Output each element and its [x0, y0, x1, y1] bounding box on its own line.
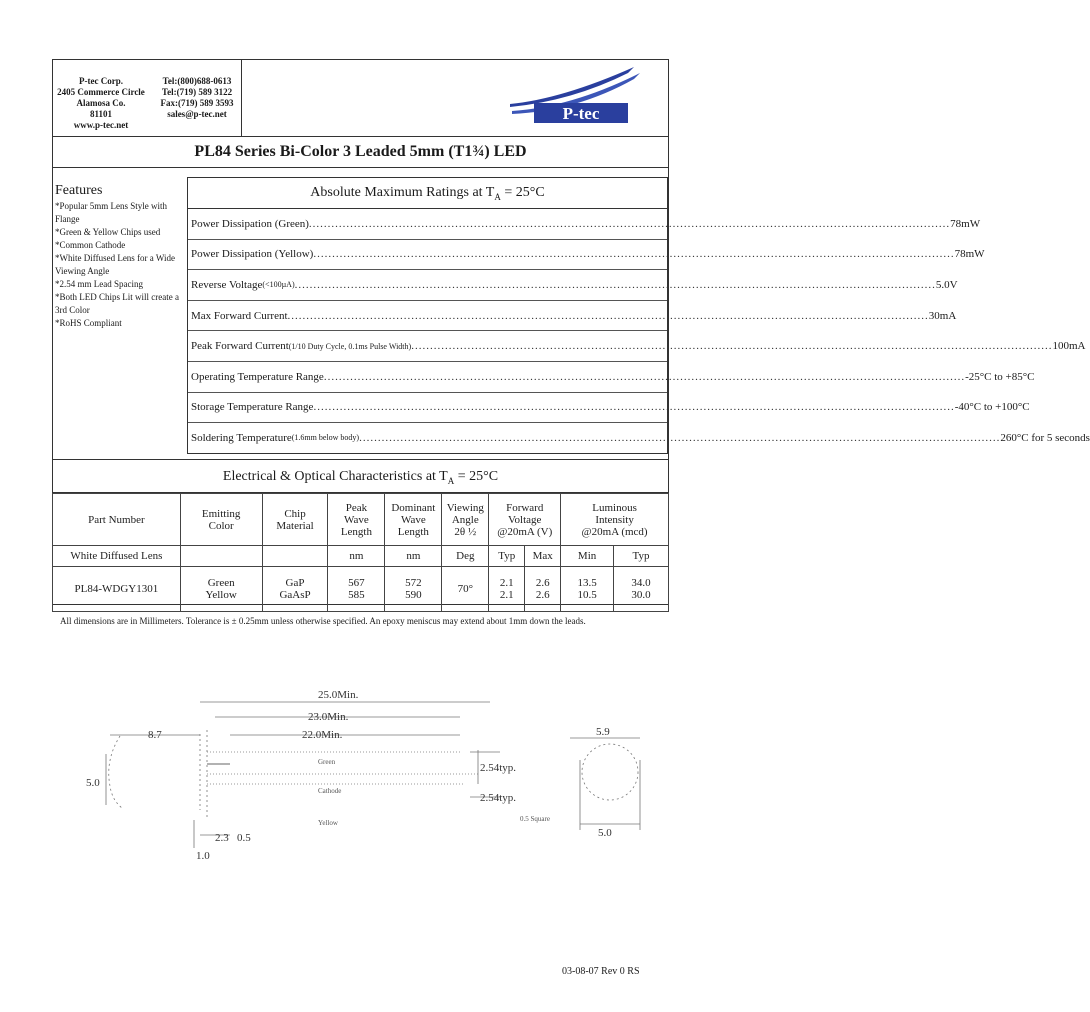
- hdr-line: Forward: [506, 501, 544, 514]
- amr-value: 5.0V: [935, 278, 958, 291]
- lens-label: White Diffused Lens: [53, 546, 181, 567]
- hdr-line: Dominant: [391, 501, 436, 514]
- cell-line: 13.5: [577, 577, 597, 589]
- cell-line: GaAsP: [279, 589, 311, 601]
- part-number: PL84-WDGY1301: [53, 567, 181, 612]
- company-fax: Fax:(719) 589 3593: [160, 98, 234, 108]
- amr-note: (1/10 Duty Cycle, 0.1ms Pulse Width): [288, 341, 412, 351]
- leader-dots: ...........................................................................................................................................................................: [287, 309, 929, 322]
- hdr-line: Color: [208, 519, 234, 532]
- unit-peak: nm: [328, 546, 385, 567]
- amr-row: [188, 209, 981, 240]
- amr-value: 260°C for 5 seconds: [1000, 431, 1090, 444]
- hdr-part-number: Part Number: [53, 494, 181, 546]
- cell-line: GaP: [285, 577, 305, 589]
- hdr-line: Viewing: [446, 501, 484, 514]
- cell-line: 34.0: [631, 577, 651, 589]
- hdr-luminous-intensity: [561, 494, 669, 546]
- eoc-units-row: [53, 546, 669, 567]
- end-view-circle: [582, 744, 638, 800]
- feature-item: *Popular 5mm Lens Style with Flange: [55, 201, 167, 224]
- hdr-line: @20mA (mcd): [581, 525, 648, 538]
- amr-value: 78mW: [954, 248, 985, 261]
- lead-cathode-label: Cathode: [318, 787, 342, 795]
- company-tel1: Tel:(800)688-0613: [162, 76, 232, 86]
- amr-label: Peak Forward Current: [191, 340, 289, 353]
- dim-87-label: 8.7: [148, 729, 162, 741]
- hdr-peak-wave: [328, 494, 385, 546]
- hdr-line: Emitting: [201, 507, 241, 520]
- hdr-line: Luminous: [592, 501, 637, 514]
- empty-cell: [262, 546, 328, 567]
- amr-label: Max Forward Current: [191, 309, 288, 322]
- company-tel2: Tel:(719) 589 3122: [161, 87, 233, 97]
- company-email[interactable]: sales@p-tec.net: [167, 109, 227, 119]
- dim-59-label: 5.9: [596, 726, 610, 738]
- part-colors: [180, 567, 262, 612]
- company-phones: [152, 76, 242, 120]
- company-address1: 2405 Commerce Circle: [57, 87, 145, 97]
- unit-iv-min: Min: [561, 546, 614, 567]
- part-chips: [262, 567, 328, 612]
- dim-23b-label: 2.3: [215, 832, 229, 844]
- feature-item: *Common Cathode: [55, 240, 126, 250]
- amr-title-suffix: = 25°C: [500, 185, 545, 200]
- hdr-line: Length: [397, 525, 429, 538]
- logo-area: [242, 59, 669, 136]
- company-contact-block: [52, 59, 242, 136]
- dim-50b-label: 5.0: [598, 827, 612, 839]
- amr-label: Soldering Temperature: [191, 431, 292, 444]
- leader-dots: ...........................................................................................................................................................................: [294, 278, 936, 291]
- dim-23-label: 23.0Min.: [308, 711, 349, 723]
- cell-line: 2.1: [499, 589, 514, 601]
- page-title: PL84 Series Bi-Color 3 Leaded 5mm (T1¾) LED: [52, 136, 669, 168]
- logo-text: P-tec: [562, 104, 600, 123]
- dim-25-label: 25.0Min.: [318, 689, 359, 701]
- amr-value: -40°C to +100°C: [954, 401, 1030, 414]
- company-address2: Alamosa Co. 81101: [76, 98, 126, 119]
- leader-dots: ...........................................................................................................................................................................: [323, 370, 966, 383]
- cell-line: 2.1: [499, 577, 514, 589]
- cell-line: Yellow: [205, 589, 237, 601]
- cell-line: 10.5: [577, 589, 597, 601]
- amr-note: (<100µA): [262, 280, 295, 290]
- cell-line: Green: [207, 577, 235, 589]
- hdr-chip-material: [262, 494, 328, 546]
- cell-line: 585: [348, 589, 365, 601]
- feature-item: *White Diffused Lens for a Wide Viewing Angle: [55, 253, 176, 276]
- amr-row: [188, 393, 1030, 424]
- hdr-line: 2θ ½: [454, 525, 477, 538]
- amr-label: Power Dissipation (Yellow): [191, 248, 314, 261]
- dim-10-label: 1.0: [196, 850, 210, 862]
- part-iv-typ: [614, 567, 669, 612]
- unit-dominant: nm: [385, 546, 442, 567]
- amr-title-sub: A: [494, 191, 501, 202]
- part-dominant: [385, 567, 442, 612]
- hdr-line: Material: [276, 519, 314, 532]
- unit-angle: Deg: [442, 546, 489, 567]
- hdr-line: Peak: [345, 501, 368, 514]
- hdr-forward-voltage: [489, 494, 561, 546]
- hdr-line: Angle: [451, 513, 479, 526]
- part-iv-min: [561, 567, 614, 612]
- amr-row: [188, 423, 1090, 453]
- eoc-header-row: [53, 494, 669, 546]
- unit-vf-max: Max: [525, 546, 561, 567]
- cell-line: 30.0: [631, 589, 651, 601]
- part-angle: 70°: [442, 567, 489, 612]
- dim-50-label: 5.0: [86, 777, 100, 789]
- eoc-table: [52, 493, 669, 612]
- company-address: [57, 76, 145, 131]
- amr-value: 100mA: [1052, 340, 1086, 353]
- amr-row: [188, 270, 958, 301]
- cell-line: 567: [348, 577, 365, 589]
- amr-value: -25°C to +85°C: [965, 370, 1035, 383]
- amr-label: Operating Temperature Range: [191, 370, 324, 383]
- amr-title-text: Absolute Maximum Ratings at T: [310, 185, 495, 200]
- dim-22-label: 22.0Min.: [302, 729, 343, 741]
- cell-line: 2.6: [535, 589, 550, 601]
- amr-row: [188, 240, 985, 271]
- features-heading: Features: [55, 183, 103, 198]
- hdr-line: Length: [340, 525, 372, 538]
- dimension-note: All dimensions are in Millimeters. Tolerance is ± 0.25mm unless otherwise specified. An epoxy meniscus may extend about 1mm down the leads.: [60, 616, 586, 626]
- features-list: [55, 182, 185, 330]
- hdr-emitting-color: [180, 494, 262, 546]
- drawing-lines: [106, 702, 640, 848]
- amr-row: [188, 301, 957, 332]
- lead-yellow-label: Yellow: [318, 819, 338, 827]
- dim-254a-label: 2.54typ.: [480, 762, 517, 774]
- drawing-labels: [86, 689, 612, 862]
- hdr-line: Wave: [400, 513, 426, 526]
- led-body-outline: [109, 736, 122, 808]
- hdr-line: @20mA (V): [497, 525, 553, 538]
- part-vf-typ: [489, 567, 525, 612]
- leader-dots: ...........................................................................................................................................................................: [308, 217, 951, 230]
- cell-line: 2.6: [535, 577, 550, 589]
- hdr-line: Intensity: [595, 513, 634, 526]
- ptec-logo: [242, 59, 669, 136]
- eoc-title-text: Electrical & Optical Characteristics at T: [222, 469, 448, 484]
- hdr-dominant-wave: [385, 494, 442, 546]
- amr-label: Power Dissipation (Green): [191, 217, 309, 230]
- company-name: P-tec Corp.: [79, 76, 123, 86]
- part-peak: [328, 567, 385, 612]
- eoc-title: [52, 459, 669, 493]
- amr-label: Reverse Voltage: [191, 278, 263, 291]
- company-web[interactable]: www.p-tec.net: [73, 120, 129, 130]
- feature-item: *Green & Yellow Chips used: [55, 227, 161, 237]
- unit-iv-typ: Typ: [614, 546, 669, 567]
- hdr-line: Voltage: [508, 513, 542, 526]
- feature-item: *Both LED Chips Lit will create a 3rd Color: [55, 292, 179, 315]
- square-label: 0.5 Square: [520, 815, 550, 823]
- amr-note: (1.6mm below body): [291, 433, 360, 443]
- eoc-part-row: [53, 567, 669, 612]
- dim-05-label: 0.5: [237, 832, 251, 844]
- hdr-line: Wave: [344, 513, 369, 526]
- amr-row: [188, 331, 1086, 362]
- leader-dots: ...........................................................................................................................................................................: [359, 431, 1001, 444]
- hdr-line: Chip: [284, 507, 306, 520]
- amr-value: 30mA: [928, 309, 957, 322]
- lead-green-label: Green: [318, 758, 336, 766]
- unit-vf-typ: Typ: [489, 546, 525, 567]
- leader-dots: ...........................................................................................................................................................................: [313, 248, 955, 261]
- part-vf-max: [525, 567, 561, 612]
- leader-dots: ...........................................................................................................................................................................: [313, 401, 955, 414]
- mechanical-drawing: [0, 660, 720, 880]
- amr-title: [188, 178, 667, 209]
- eoc-title-suffix: = 25°C: [454, 469, 499, 484]
- empty-cell: [180, 546, 262, 567]
- eoc-title-sub: A: [447, 475, 455, 486]
- cell-line: 572: [405, 577, 422, 589]
- hdr-viewing-angle: [442, 494, 489, 546]
- feature-item: *2.54 mm Lead Spacing: [55, 279, 143, 289]
- cell-line: 590: [405, 589, 422, 601]
- amr-row: [188, 362, 1035, 393]
- amr-value: 78mW: [950, 217, 981, 230]
- absolute-max-ratings-table: [187, 177, 1090, 454]
- leader-dots: ...........................................................................................................................................................................: [411, 340, 1053, 353]
- feature-item: *RoHS Compliant: [55, 318, 122, 328]
- dim-254b-label: 2.54typ.: [480, 792, 517, 804]
- amr-label: Storage Temperature Range: [191, 401, 314, 414]
- revision-footer: 03-08-07 Rev 0 RS: [562, 966, 640, 977]
